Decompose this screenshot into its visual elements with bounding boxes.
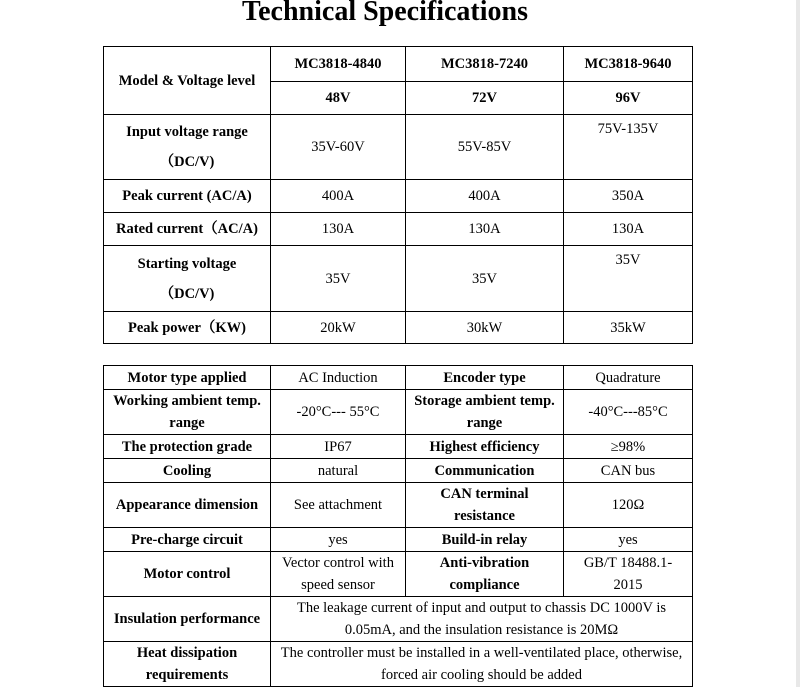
row-label: Peak power（KW) [104, 312, 271, 344]
row-label: Insulation performance [104, 597, 271, 642]
cell-value [271, 390, 406, 435]
table-row [104, 435, 693, 459]
model-name: MC3818-4840 [271, 47, 406, 82]
cell-line: 0.05mA, and the insulation resistance is 20MΩ [344, 622, 619, 638]
cell-value [271, 528, 406, 552]
label-line: Input voltage range [126, 124, 248, 140]
row-label: Rated current（AC/A) [104, 213, 271, 246]
cell-value [271, 366, 406, 390]
cell-line: GB/T 18488.1- [583, 555, 673, 571]
cell-line: yes [618, 531, 638, 548]
cell-line: Cooling [162, 462, 212, 479]
cell-line: forced air cooling should be added [381, 667, 582, 683]
table-row [104, 642, 693, 687]
page-title: Technical Specifications [242, 0, 528, 27]
cell-value [564, 366, 693, 390]
cell-line: See attachment [293, 497, 383, 513]
table-row [104, 528, 693, 552]
table-row [104, 390, 693, 435]
cell-line: requirements [145, 667, 229, 683]
cell-value [271, 597, 693, 642]
row-label [104, 642, 271, 687]
cell-value [271, 435, 406, 459]
cell-line: CAN terminal [440, 486, 529, 502]
cell-value: 400A [271, 180, 406, 213]
cell-line: Working ambient temp. [113, 393, 261, 409]
cell-line: Storage ambient temp. [414, 393, 555, 409]
cell-value: 75V-135V [564, 115, 693, 180]
cell-value: 35V-60V [271, 115, 406, 180]
row-label: Peak current (AC/A) [104, 180, 271, 213]
cell-line: Vector control with [282, 555, 394, 571]
cell-line: compliance [449, 577, 520, 593]
row-label [104, 528, 271, 552]
voltage-level: 72V [406, 82, 564, 115]
cell-value: 130A [406, 213, 564, 246]
row-label [104, 390, 271, 435]
cell-line: IP67 [324, 438, 352, 455]
cell-line: -20°C--- 55°C [296, 404, 380, 420]
row-label [406, 366, 564, 390]
cell-value: 35kW [564, 312, 693, 344]
cell-line: Encoder type [443, 369, 526, 386]
row-label [406, 552, 564, 597]
cell-value: 130A [271, 213, 406, 246]
cell-line: speed sensor [301, 577, 375, 593]
row-label [406, 435, 564, 459]
table-row [104, 459, 693, 483]
cell-value: 20kW [271, 312, 406, 344]
cell-value: 400A [406, 180, 564, 213]
voltage-level: 48V [271, 82, 406, 115]
row-label [104, 459, 271, 483]
cell-value [564, 528, 693, 552]
cell-line: Communication [434, 462, 535, 479]
cell-line: natural [317, 462, 359, 479]
row-label [406, 528, 564, 552]
table-row [104, 597, 693, 642]
specs-table-models [103, 46, 693, 344]
cell-value [271, 552, 406, 597]
table-row [104, 483, 693, 528]
cell-line: CAN bus [600, 462, 656, 479]
cell-line: Pre-charge circuit [131, 531, 243, 548]
cell-line: resistance [454, 508, 515, 524]
cell-line: The protection grade [121, 438, 253, 455]
cell-value [564, 483, 693, 528]
cell-value [271, 642, 693, 687]
row-label [104, 435, 271, 459]
page-edge [796, 0, 800, 687]
cell-line: yes [328, 531, 348, 548]
label-line: （DC/V) [159, 154, 215, 170]
label-line: （DC/V) [159, 285, 215, 302]
cell-value: 55V-85V [406, 115, 564, 180]
cell-line: 2015 [613, 577, 643, 593]
header-label: Model & Voltage level [104, 47, 271, 115]
cell-value: 30kW [406, 312, 564, 344]
cell-value: 35V [406, 246, 564, 312]
model-name: MC3818-9640 [564, 47, 693, 82]
cell-value: 35V [564, 246, 693, 312]
cell-value: 130A [564, 213, 693, 246]
cell-line: Build-in relay [441, 531, 528, 548]
row-label [104, 552, 271, 597]
cell-line: ≥98% [610, 438, 646, 455]
cell-value [564, 435, 693, 459]
cell-value: 35V [271, 246, 406, 312]
cell-line: 120Ω [611, 497, 645, 513]
cell-value [564, 459, 693, 483]
cell-value [271, 483, 406, 528]
cell-line: The leakage current of input and output to chassis DC 1000V is [296, 600, 666, 616]
row-label [406, 459, 564, 483]
cell-value: 350A [564, 180, 693, 213]
row-label [104, 115, 271, 180]
row-label [406, 390, 564, 435]
specs-table-features [103, 365, 693, 687]
cell-line: The controller must be installed in a well-ventilated place, otherwise, [280, 645, 683, 661]
row-label [104, 246, 271, 312]
voltage-level: 96V [564, 82, 693, 115]
cell-line: Highest efficiency [429, 438, 540, 455]
cell-value [564, 390, 693, 435]
cell-line: Heat dissipation [136, 645, 238, 661]
model-name: MC3818-7240 [406, 47, 564, 82]
cell-line: range [169, 415, 205, 431]
row-label [406, 483, 564, 528]
cell-line: range [466, 415, 503, 431]
row-label [104, 483, 271, 528]
cell-line: Motor type applied [127, 369, 247, 386]
row-label [104, 366, 271, 390]
table-row [104, 366, 693, 390]
label-line: Starting voltage [137, 255, 237, 272]
table-row [104, 552, 693, 597]
cell-value [564, 552, 693, 597]
cell-line: AC Induction [298, 369, 378, 386]
cell-value [271, 459, 406, 483]
cell-line: Motor control [143, 566, 231, 582]
cell-line: Anti-vibration [439, 555, 530, 571]
cell-line: -40°C---85°C [588, 404, 668, 420]
cell-line: Appearance dimension [115, 497, 259, 513]
cell-line: Quadrature [595, 369, 661, 386]
